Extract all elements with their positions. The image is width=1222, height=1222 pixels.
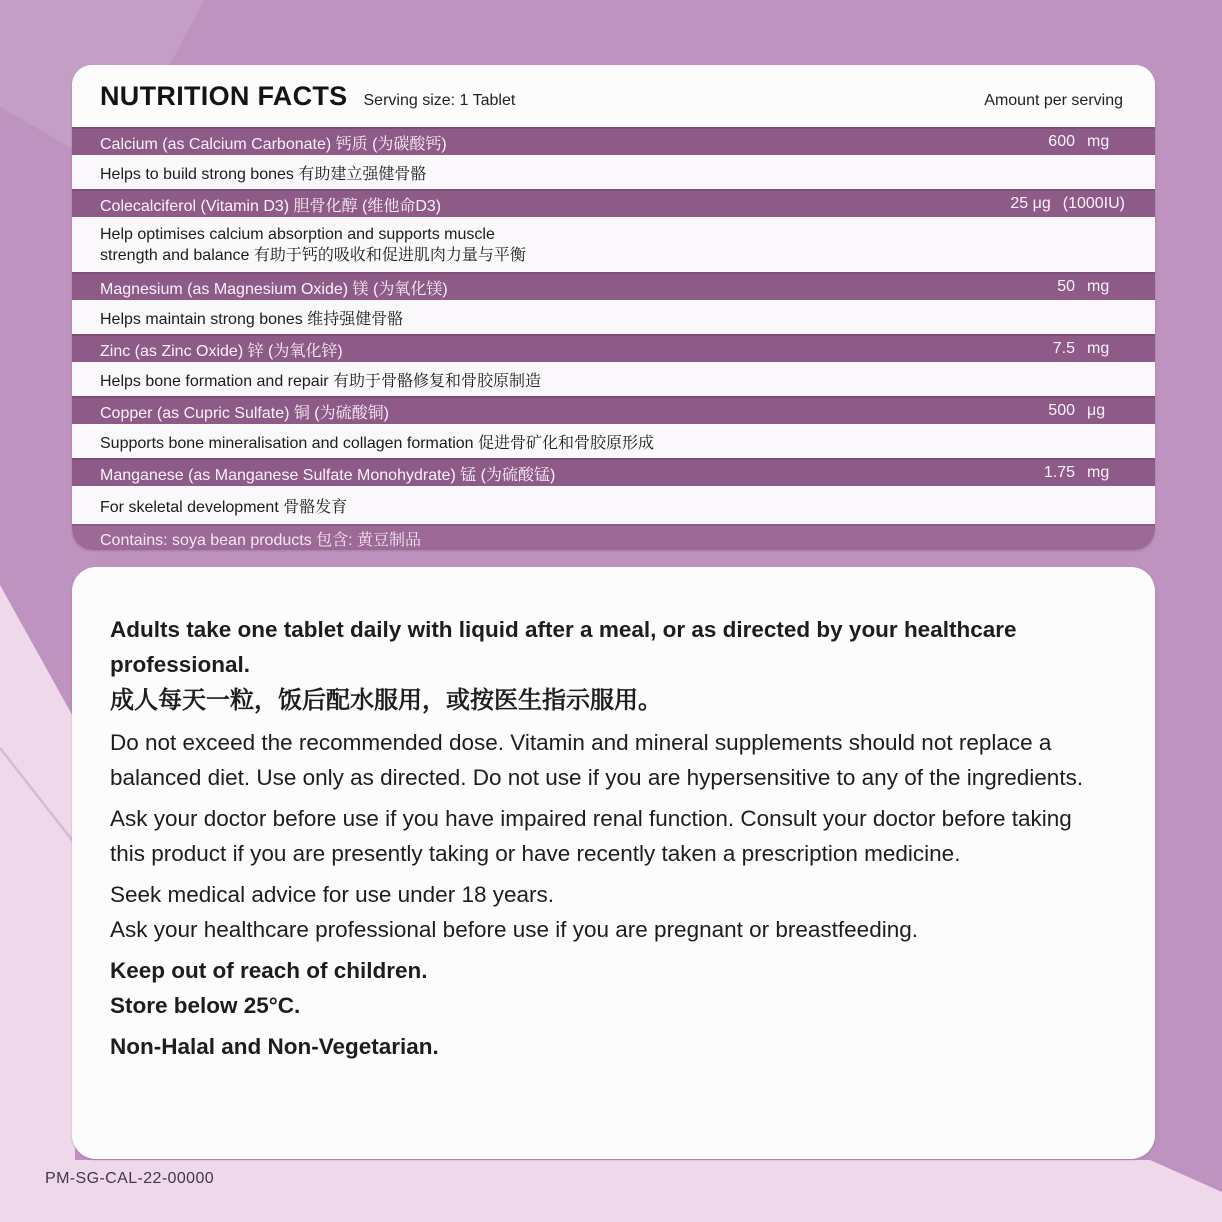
directions-pregnancy: Ask your healthcare professional before use if you are pregnant or breastfeeding. <box>110 916 918 942</box>
nutrient-row-copper <box>72 396 1155 424</box>
nutrient-name: Colecalciferol (Vitamin D3) 胆骨化醇 (维他命D3) <box>100 197 442 215</box>
nutrient-amount <box>1010 195 1125 213</box>
directions-non-halal: Non-Halal and Non-Vegetarian. <box>110 1034 439 1059</box>
nutrient-row-magnesium <box>72 272 1155 300</box>
nutrient-name: Zinc (as Zinc Oxide) 锌 (为氧化锌) <box>100 342 343 360</box>
nutrient-value: 1.75 <box>1043 464 1075 481</box>
nutrient-value: 500 <box>1048 402 1075 419</box>
directions-warning-dose: Do not exceed the recommended dose. Vitamin and mineral supplements should not replace a balanced diet. Use only as directed. Do not use if you are hypersensitive to any of the ingredients. <box>110 730 1084 790</box>
nutrient-unit: mg <box>1087 464 1110 481</box>
nutrient-desc-copper: Supports bone mineralisation and collagen formation 促进骨矿化和骨胶原形成 <box>72 424 1155 458</box>
directions-keep-away-children: Keep out of reach of children. <box>110 958 428 983</box>
nutrient-value: 50 <box>1057 278 1075 295</box>
directions-dosage-en: Adults take one tablet daily with liquid after a meal, or as directed by your healthcare professional. <box>110 617 1017 677</box>
nutrient-row-manganese <box>72 458 1155 486</box>
nutrient-value: 25 μg <box>1010 195 1051 212</box>
nutrient-name: Calcium (as Calcium Carbonate) 钙质 (为碳酸钙) <box>100 135 447 153</box>
nutrient-amount <box>1057 278 1125 296</box>
nutrient-name: Copper (as Cupric Sulfate) 铜 (为硫酸铜) <box>100 404 389 422</box>
nutrient-value: 600 <box>1048 133 1075 150</box>
contains-row: Contains: soya bean products 包含: 黄豆制品 <box>72 524 1155 550</box>
nutrient-desc-vitamin-d3 <box>72 217 1155 272</box>
nutrient-unit: mg <box>1087 133 1110 150</box>
nutrition-facts-title: NUTRITION FACTS <box>100 81 348 111</box>
nutrient-row-calcium <box>72 127 1155 155</box>
nutrient-desc-calcium: Helps to build strong bones 有助建立强健骨骼 <box>72 155 1155 189</box>
product-code: PM-SG-CAL-22-00000 <box>45 1170 215 1187</box>
nutrient-desc-zinc: Helps bone formation and repair 有助于骨骼修复和骨胶原制造 <box>72 362 1155 396</box>
directions-storage: Store below 25°C. <box>110 992 301 1018</box>
nutrient-amount <box>1053 340 1125 358</box>
nutrient-amount <box>1048 402 1125 420</box>
nutrient-name: Magnesium (as Magnesium Oxide) 镁 (为氧化镁) <box>100 280 448 298</box>
amount-per-serving-label: Amount per serving <box>984 92 1123 109</box>
serving-size-label: Serving size: 1 Tablet <box>363 92 516 109</box>
directions-card <box>72 567 1155 1159</box>
nutrient-unit: (1000IU) <box>1062 195 1125 212</box>
nutrition-facts-header <box>72 65 1155 127</box>
directions-under-18: Seek medical advice for use under 18 years. <box>110 882 554 907</box>
directions-dosage-zh: 成人每天一粒，饭后配水服用，或按医生指示服用。 <box>110 687 662 714</box>
nutrient-amount <box>1044 464 1125 482</box>
nutrient-row-zinc <box>72 334 1155 362</box>
nutrient-desc-magnesium: Helps maintain strong bones 维持强健骨骼 <box>72 300 1155 334</box>
nutrient-name: Manganese (as Manganese Sulfate Monohydrate) 锰 (为硫酸锰) <box>100 466 556 484</box>
nutrient-desc-manganese: For skeletal development 骨骼发育 <box>72 486 1155 524</box>
nutrient-unit: μg <box>1087 402 1106 419</box>
nutrition-facts-card <box>72 65 1155 550</box>
directions-warning-doctor: Ask your doctor before use if you have impaired renal function. Consult your doctor before taking this product if you are presently taking or have recently taken a prescription medicine. <box>110 806 1072 866</box>
nutrient-amount <box>1048 133 1125 151</box>
nutrient-value: 7.5 <box>1052 340 1075 357</box>
nutrient-row-vitamin-d3 <box>72 189 1155 217</box>
nutrient-unit: mg <box>1087 340 1110 357</box>
nutrient-desc-text: Help optimises calcium absorption and supports muscle strength and balance 有助于钙的吸收和促进肌肉力量与平衡 <box>100 225 526 264</box>
nutrient-unit: mg <box>1087 278 1110 295</box>
